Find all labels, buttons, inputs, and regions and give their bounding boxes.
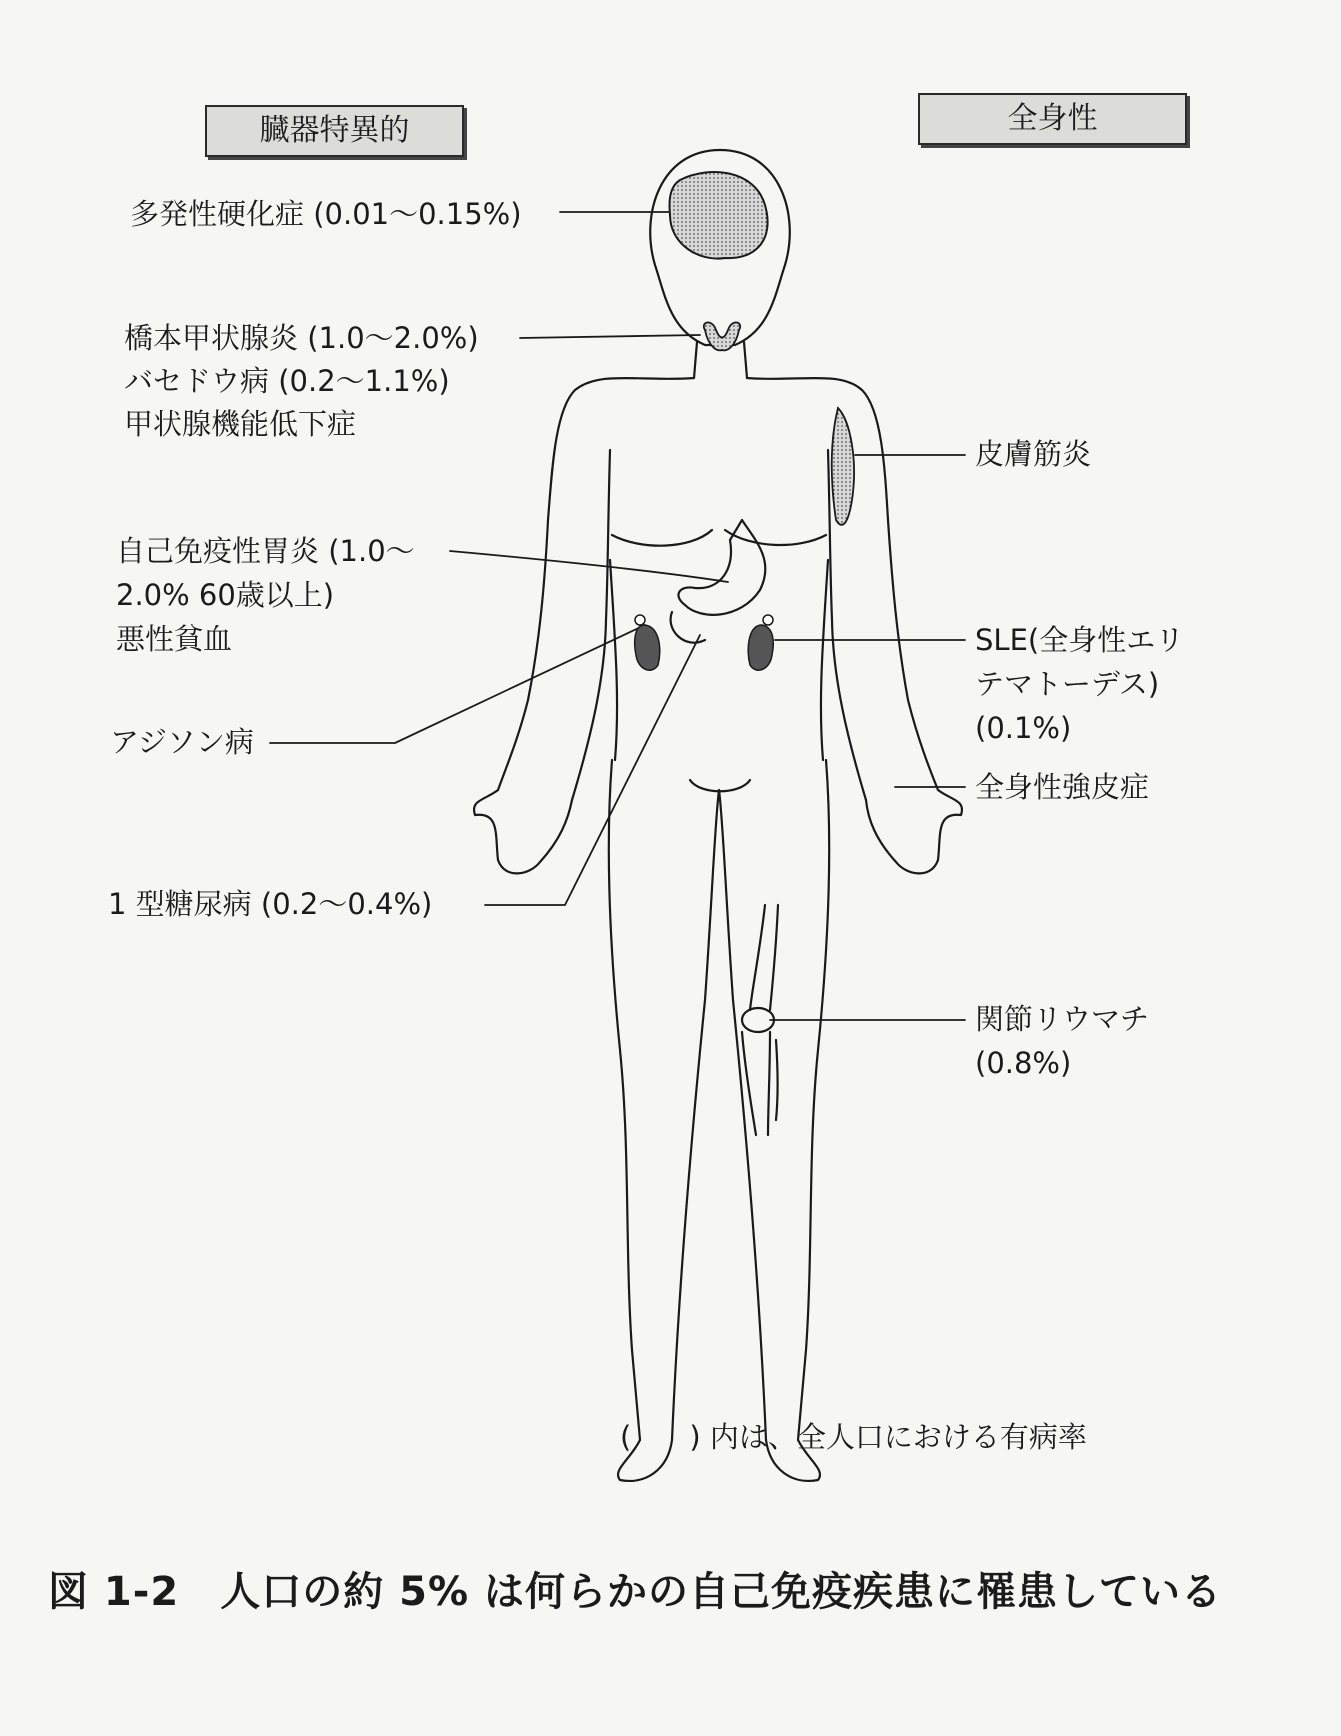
label-autoimmune-gastritis: 自己免疫性胃炎 (1.0〜 <box>116 534 415 568</box>
leader-diabetes <box>485 635 700 905</box>
label-scleroderma: 全身性強皮症 <box>975 770 1150 804</box>
stomach <box>678 520 765 615</box>
label-dermatomyositis: 皮膚筋炎 <box>975 437 1092 471</box>
label-pernicious-anemia: 悪性貧血 <box>116 622 233 656</box>
label-graves: バセドウ病 (0.2〜1.1%) <box>124 364 450 398</box>
label-addison: アジソン病 <box>110 725 254 759</box>
kidney-left-shading <box>635 625 660 670</box>
muscle-shading <box>832 408 854 525</box>
label-hashimoto: 橋本甲状腺炎 (1.0〜2.0%) <box>124 321 479 355</box>
femur <box>750 905 778 1010</box>
label-rheumatoid-arthritis: 関節リウマチ <box>975 1002 1150 1036</box>
brain-shading <box>669 172 767 259</box>
arm-left-inner <box>572 450 610 800</box>
chest-left <box>612 530 712 546</box>
leader-thyroid <box>520 335 700 338</box>
label-type1-diabetes: 1 型糖尿病 (0.2〜0.4%) <box>108 887 433 921</box>
tibia <box>742 1032 778 1135</box>
label-sle-prevalence: (0.1%) <box>975 711 1072 745</box>
thyroid-shading <box>704 322 740 350</box>
leader-gastritis <box>450 551 728 582</box>
label-gastritis-prevalence: 2.0% 60歳以上) <box>116 578 335 612</box>
torso-left <box>498 378 694 790</box>
header-systemic: 全身性 <box>918 93 1187 145</box>
label-ra-prevalence: (0.8%) <box>975 1046 1072 1080</box>
label-hypothyroidism: 甲状腺機能低下症 <box>124 407 357 441</box>
figure-caption: 図 1-2 人口の約 5% は何らかの自己免疫疾患に罹患している <box>48 1569 1222 1615</box>
kidney-right-shading <box>748 625 773 670</box>
hand-left <box>474 790 572 873</box>
adrenal-right <box>763 615 773 625</box>
adrenal-left <box>635 615 645 625</box>
leg-left <box>609 760 672 1481</box>
header-organ-specific: 臓器特異的 <box>205 105 464 157</box>
leader-addison <box>270 625 645 743</box>
label-sle-name: テマトーデス) <box>975 667 1160 701</box>
hand-right <box>866 790 962 873</box>
duodenum <box>671 612 705 643</box>
chest-right <box>725 530 826 545</box>
prevalence-note: ( ) 内は、全人口における有病率 <box>620 1420 1087 1454</box>
label-sle: SLE(全身性エリ <box>975 623 1185 657</box>
label-multiple-sclerosis: 多発性硬化症 (0.01〜0.15%) <box>130 197 522 231</box>
